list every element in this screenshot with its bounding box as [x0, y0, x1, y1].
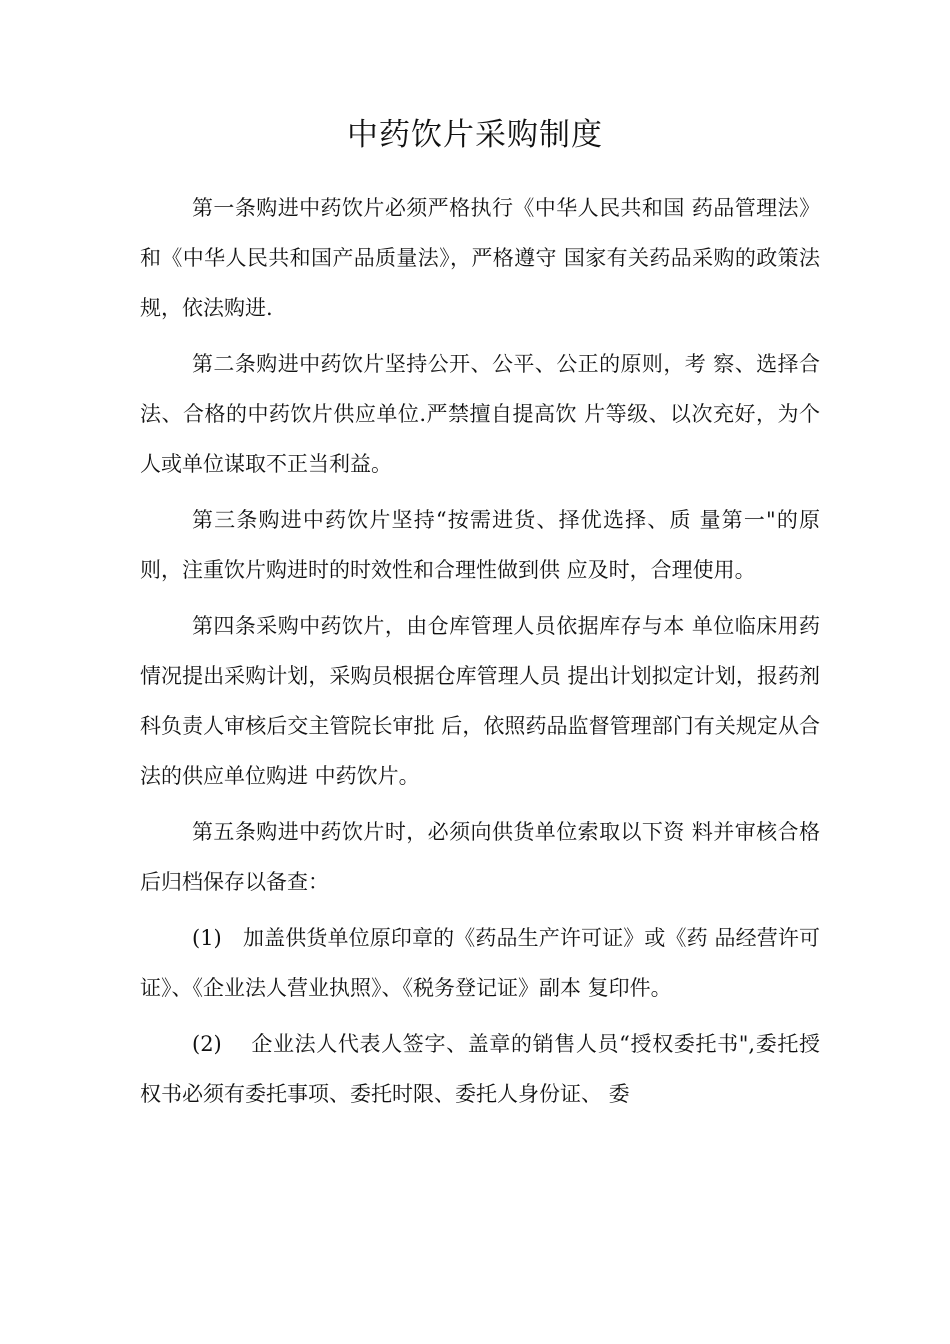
- paragraph-item-2: (2) 企业法人代表人签字、盖章的销售人员“授权委托书",委托授权书必须有委托事项、委托时限、委托人身份证、 委: [140, 1032, 820, 1106]
- document-title: 中药饮片采购制度: [347, 117, 603, 153]
- paragraph-article-5: 第五条购进中药饮片时，必须向供货单位索取以下资 料并审核合格后归档保存以备查：: [140, 820, 820, 894]
- paragraph-article-1: 第一条购进中药饮片必须严格执行《中华人民共和国 药品管理法》和《中华人民共和国产品质量法》，严格遵守 国家有关药品采购的政策法规，依法购进.: [140, 196, 820, 320]
- paragraph-article-2: 第二条购进中药饮片坚持公开、公平、公正的原则，考 察、选择合法、合格的中药饮片供应单位.严禁擅自提高饮 片等级、以次充好，为个人或单位谋取不正当利益。: [140, 352, 820, 476]
- paragraph-article-4: 第四条采购中药饮片，由仓库管理人员依据库存与本 单位临床用药情况提出采购计划，采购员根据仓库管理人员 提出计划拟定计划，报药剂科负责人审核后交主管院长审批 后，依照药品监督管理部门有关规定从合法的供应单位购进 中药饮片。: [140, 614, 820, 788]
- document-body: [140, 183, 820, 1125]
- paragraph-item-1: (1) 加盖供货单位原印章的《药品生产许可证》或《药 品经营许可证》、《企业法人营业执照》、《税务登记证》副本 复印件。: [140, 926, 820, 1000]
- paragraph-article-3: 第三条购进中药饮片坚持“按需进货、择优选择、质 量第一"的原则，注重饮片购进时的时效性和合理性做到供 应及时，合理使用。: [140, 508, 820, 582]
